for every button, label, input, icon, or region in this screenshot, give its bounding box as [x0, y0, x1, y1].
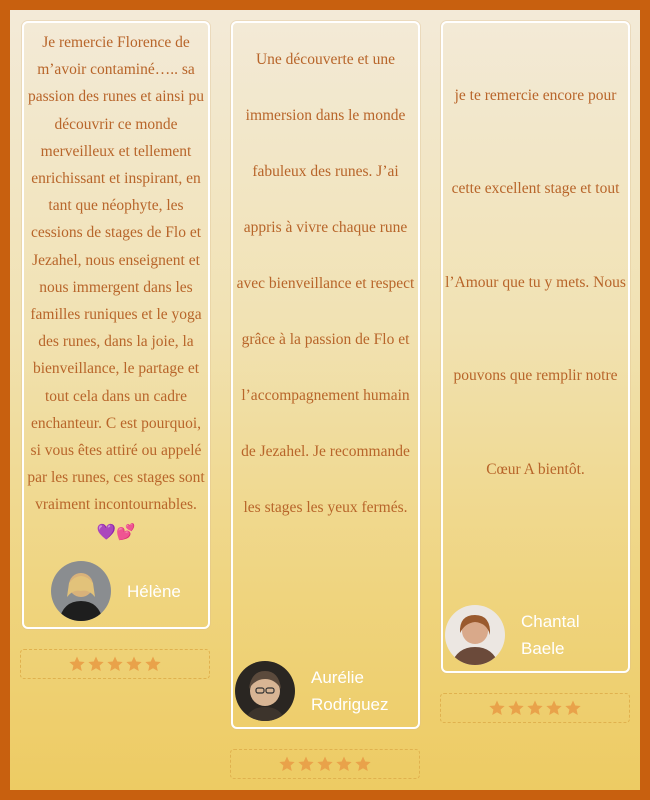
avatar — [51, 561, 111, 621]
testimonial-card-1 — [22, 21, 210, 629]
star-icon — [144, 655, 162, 673]
author-name: Chantal Baele — [521, 612, 580, 658]
star-icon — [354, 755, 372, 773]
rating-stars — [20, 649, 210, 679]
star-icon — [507, 699, 525, 717]
testimonial-card-3 — [441, 21, 630, 673]
star-icon — [316, 755, 334, 773]
star-icon — [87, 655, 105, 673]
testimonial-card-2 — [231, 21, 420, 729]
star-icon — [564, 699, 582, 717]
star-icon — [125, 655, 143, 673]
star-icon — [335, 755, 353, 773]
rating-stars — [440, 693, 630, 723]
avatar — [445, 605, 505, 665]
star-icon — [68, 655, 86, 673]
author-name: Hélène — [127, 581, 181, 601]
author-name: Aurélie Rodriguez — [311, 668, 389, 714]
testimonial-text: Je remercie Florence de m’avoir contaminé….. sa passion des runes et ainsi pu découvrir ce monde merveilleux et tellement enrichissant et inspirant, en tant que néophyte, les cessions de stages de Flo et Jezahel, nous enseignent et nous immergent dans les familles runiques et le yoga des runes, dans la joie, la bienveillance, le partage et tout cela dans un cadre enchanteur. C est pourquoi, si vous êtes attiré ou appelé par les runes, ces stages sont vraiment incontournables.💜💕 — [27, 34, 205, 541]
testimonial-text: Une découverte et une immersion dans le monde fabuleux des runes. J’ai appris à vivre chaque rune avec bienveillance et respect grâce à la passion de Flo et l’accompagnement humain de Jezahel. Je recommande les stages les yeux fermés. — [236, 51, 415, 516]
testimonial-author — [235, 661, 406, 721]
testimonial-text: je te remercie encore pour cette excellent stage et tout l’Amour que tu y mets. Nous pouvons que remplir notre Cœur A bientôt. — [445, 87, 626, 478]
testimonial-author — [51, 561, 181, 621]
star-icon — [297, 755, 315, 773]
star-icon — [488, 699, 506, 717]
star-icon — [278, 755, 296, 773]
avatar — [235, 661, 295, 721]
star-icon — [526, 699, 544, 717]
testimonial-author — [445, 605, 601, 665]
star-icon — [545, 699, 563, 717]
star-icon — [106, 655, 124, 673]
rating-stars — [230, 749, 420, 779]
